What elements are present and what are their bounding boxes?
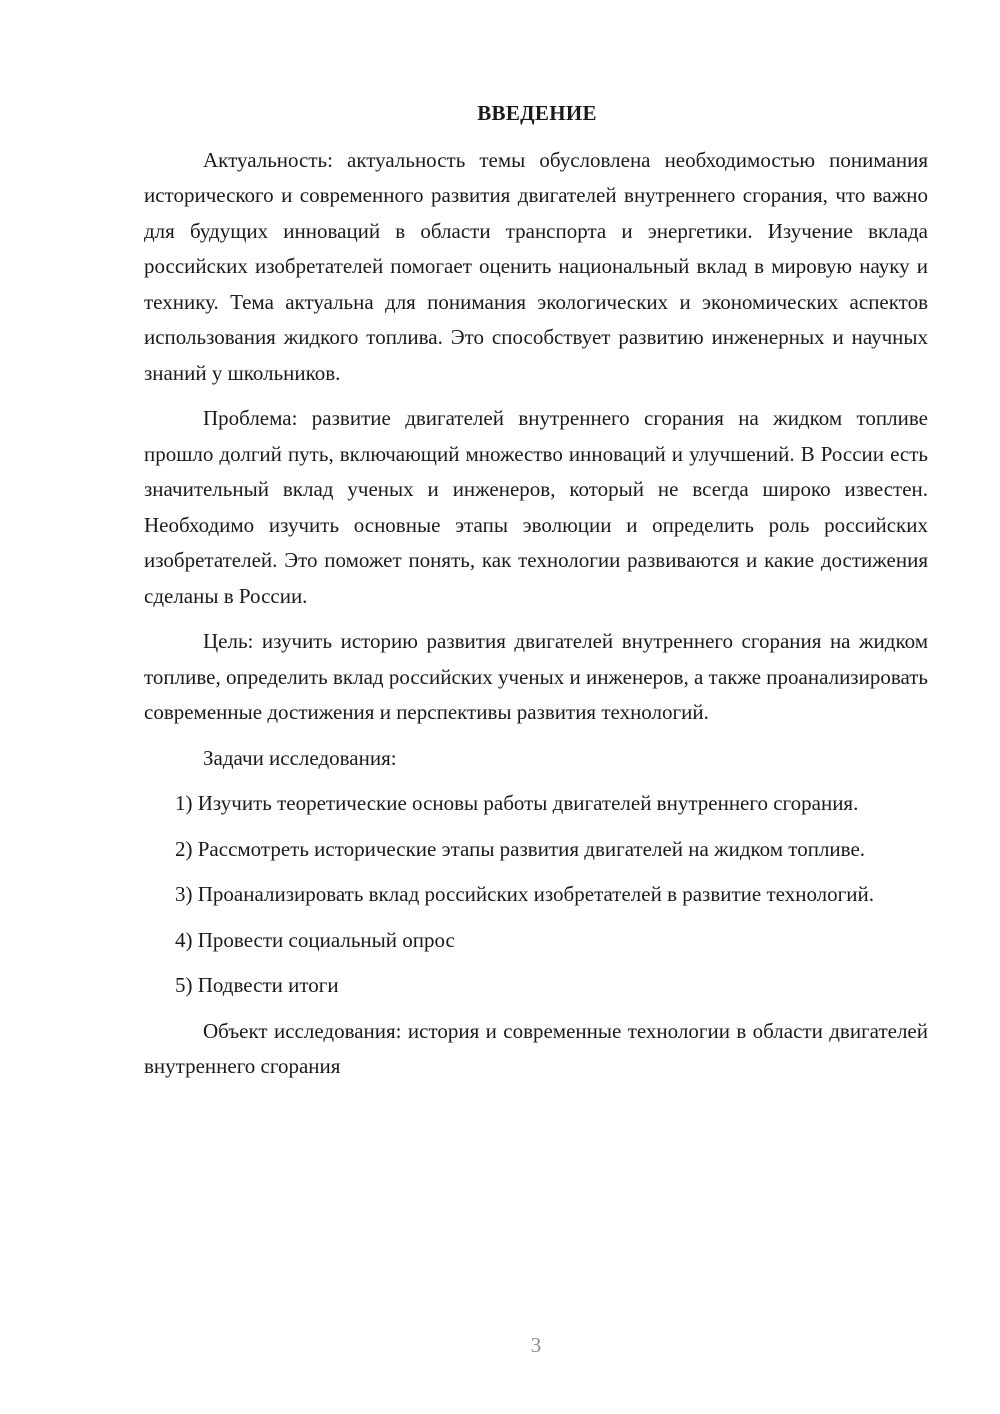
section-title: ВВЕДЕНИЕ [477, 101, 597, 125]
object-paragraph: Объект исследования: история и современные технологии в области двигателей внутреннего сгорания [144, 1018, 928, 1078]
task-item-2: 2) Рассмотреть исторические этапы развития двигателей на жидком топливе. [175, 836, 866, 861]
goal-paragraph: Цель: изучить историю развития двигателей внутреннего сгорания на жидком топливе, определить вклад российских ученых и инженеров, а также проанализировать современные достижения и перспективы развития технологий. [144, 629, 929, 724]
task-item-5: 5) Подвести итоги [175, 973, 339, 997]
task-item-4: 4) Провести социальный опрос [175, 927, 455, 952]
problem-paragraph: Проблема: развитие двигателей внутреннего сгорания на жидком топливе прошло долгий путь, включающий множество инноваций и улучшений. В России есть значительный вклад ученых и инженеров, который не всегда широко известен. Необходимо изучить основные этапы эволюции и определить роль российских изобретателей. Это поможет понять, как технологии развиваются и какие достижения сделаны в России. [144, 406, 928, 608]
page-content [144, 96, 928, 1095]
page-number: 3 [530, 1333, 542, 1357]
task-item-1: 1) Изучить теоретические основы работы двигателей внутреннего сгорания. [175, 791, 859, 815]
tasks-heading: Задачи исследования: [203, 745, 397, 770]
task-item-3: 3) Проанализировать вклад российских изобретателей в развитие технологий. [175, 882, 874, 906]
relevance-paragraph: Актуальность: актуальность темы обусловлена необходимостью понимания исторического и современного развития двигателей внутреннего сгорания, что важно для будущих инноваций в области транспорта и энергетики. Изучение вклада российских изобретателей помогает оценить национальный вклад в мировую науку и технику. Тема актуальна для понимания экологических и экономических аспектов использования жидкого топлива. Это способствует развитию инженерных и научных знаний у школьников. [144, 147, 928, 385]
